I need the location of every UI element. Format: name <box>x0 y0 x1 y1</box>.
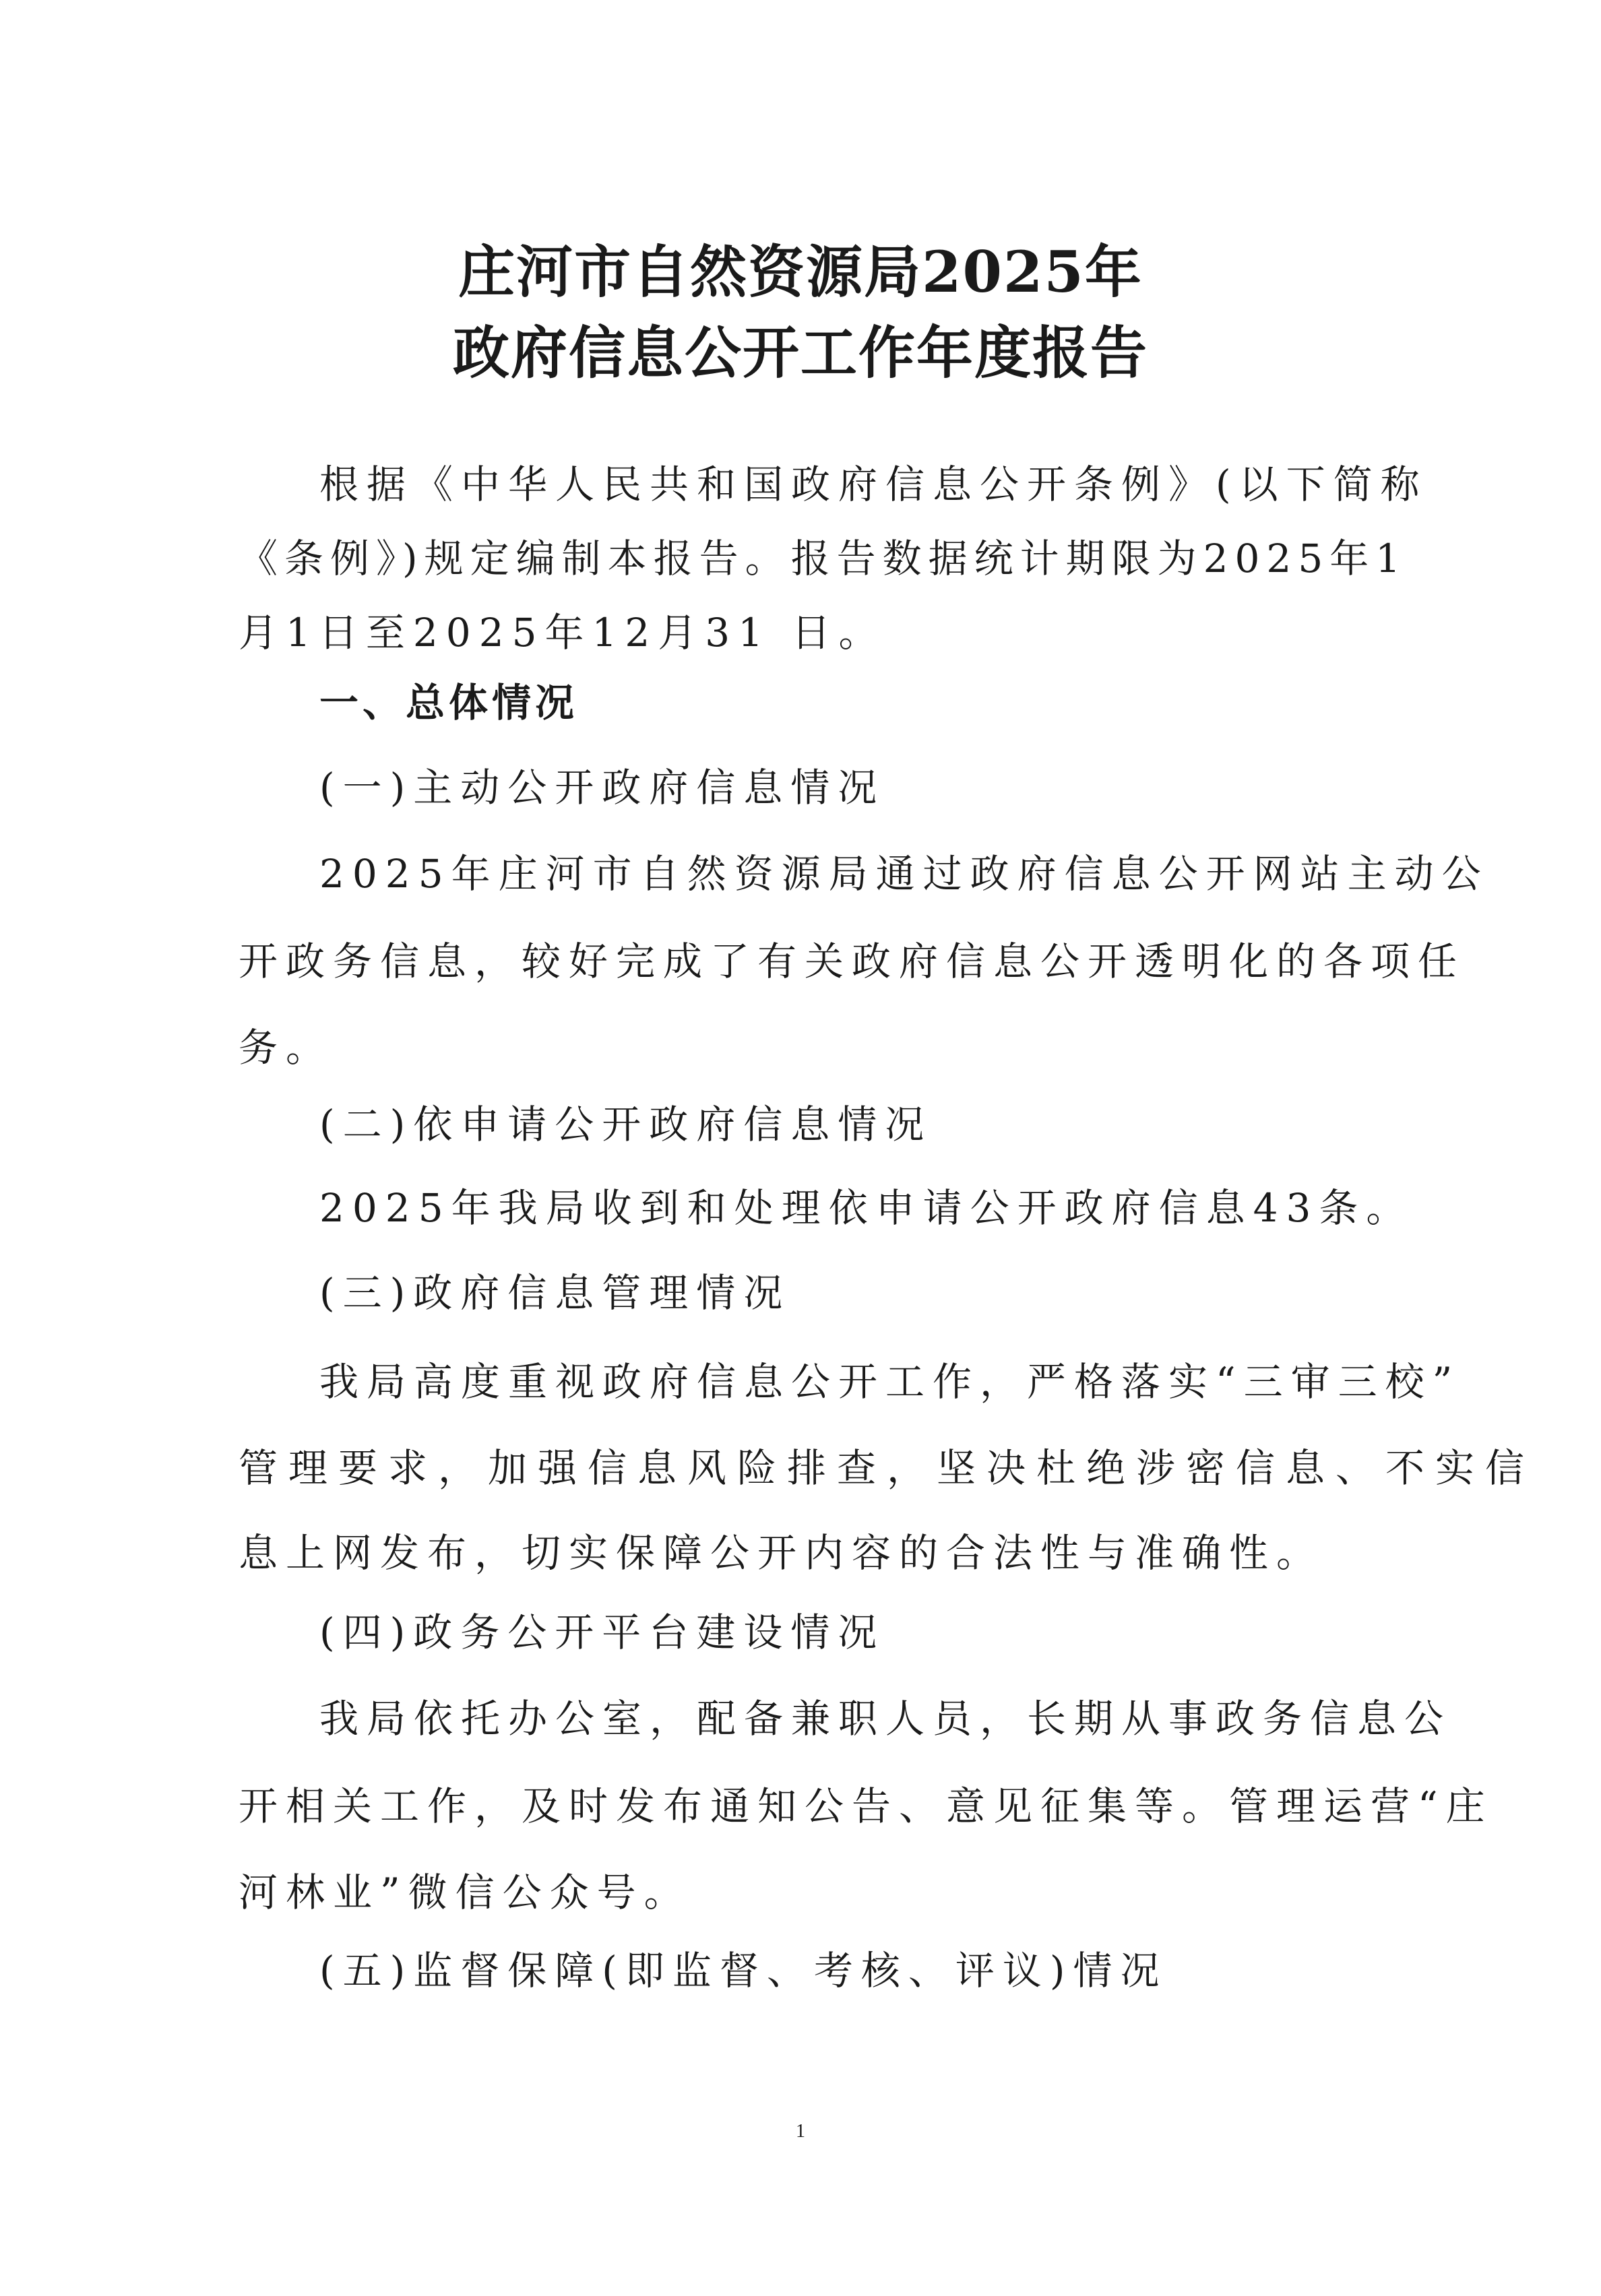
subsection-4-line-1: 我局依托办公室，配备兼职人员，长期从事政务信息公 <box>319 1696 1452 1742</box>
subsection-3-heading: (三)政府信息管理情况 <box>319 1270 791 1316</box>
intro-line-3: 月1日至2025年12月31 日。 <box>239 610 886 656</box>
subsection-1-line-3: 务。 <box>239 1025 334 1071</box>
page-number: 1 <box>796 2121 805 2142</box>
subsection-4-heading: (四)政务公开平台建设情况 <box>319 1609 885 1655</box>
subsection-1-heading: (一)主动公开政府信息情况 <box>319 765 885 810</box>
subsection-3-line-1: 我局高度重视政府信息公开工作，严格落实“三审三校” <box>319 1359 1461 1405</box>
subsection-5-heading: (五)监督保障(即监督、考核、评议)情况 <box>319 1948 1168 1994</box>
intro-line-2: 《条例》)规定编制本报告。报告数据统计期限为2025年1 <box>239 536 1408 581</box>
subsection-2-heading: (二)依申请公开政府信息情况 <box>319 1102 933 1147</box>
subsection-4-line-2: 开相关工作，及时发布通知公告、意见征集等。管理运营“庄 <box>239 1783 1493 1829</box>
subsection-2-line-1: 2025年我局收到和处理依申请公开政府信息43条。 <box>319 1185 1414 1231</box>
subsection-1-line-2: 开政务信息，较好完成了有关政府信息公开透明化的各项任 <box>239 938 1466 984</box>
report-title-line-2: 政府信息公开工作年度报告 <box>452 319 1148 386</box>
subsection-3-line-2: 管理要求，加强信息风险排查，坚决杜绝涉密信息、不实信 <box>239 1445 1536 1491</box>
subsection-1-line-1: 2025年庄河市自然资源局通过政府信息公开网站主动公 <box>319 851 1489 897</box>
subsection-3-line-3: 息上网发布，切实保障公开内容的合法性与准确性。 <box>239 1530 1324 1576</box>
section-1-heading: 一、总体情况 <box>319 680 579 726</box>
subsection-4-line-3: 河林业”微信公众号。 <box>239 1870 691 1915</box>
intro-line-1: 根据《中华人民共和国政府信息公开条例》(以下简称 <box>319 461 1428 507</box>
report-title-line-1: 庄河市自然资源局2025年 <box>458 238 1143 305</box>
